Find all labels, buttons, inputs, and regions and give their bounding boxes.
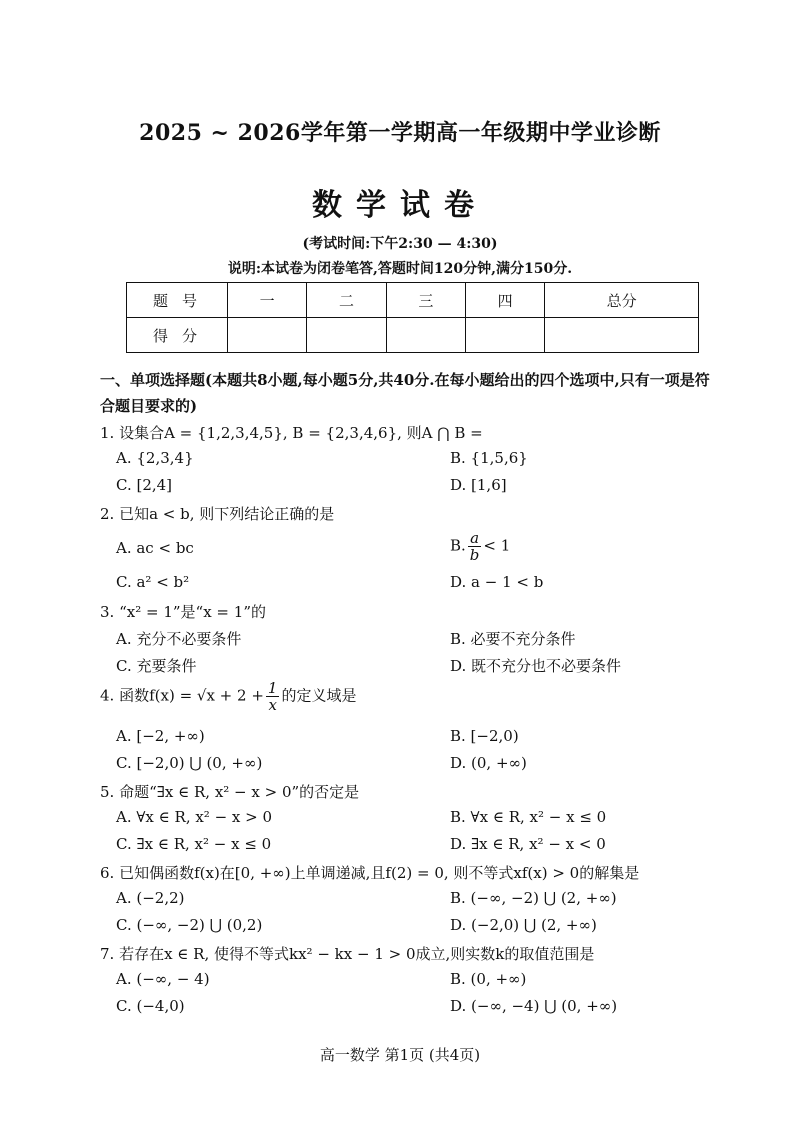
question-4-option-a: A. [−2, +∞) xyxy=(116,727,205,745)
question-1-option-d: D. [1,6] xyxy=(450,476,507,494)
question-7-stem: 7. 若存在x ∈ R, 使得不等式kx² − kx − 1 > 0成立,则实数k的取值范围是 xyxy=(100,945,595,963)
question-1-stem: 1. 设集合A = {1,2,3,4,5}, B = {2,3,4,6}, 则A ⋂ B = xyxy=(100,424,483,442)
question-1-option-c: C. [2,4] xyxy=(116,476,173,494)
question-4-option-d: D. (0, +∞) xyxy=(450,754,527,772)
question-1-option-a: A. {2,3,4} xyxy=(116,449,194,467)
score-cell-total: 总分 xyxy=(545,283,699,318)
question-3-option-c: C. 充要条件 xyxy=(116,657,197,675)
instructions: 说明:本试卷为闭卷笔答,答题时间120分钟,满分150分. xyxy=(227,261,573,277)
question-3-option-a: A. 充分不必要条件 xyxy=(116,630,242,648)
question-1-option-b: B. {1,5,6} xyxy=(450,449,528,467)
question-6-option-b: B. (−∞, −2) ⋃ (2, +∞) xyxy=(450,889,617,907)
option-b-prefix: B. xyxy=(450,536,466,555)
score-cell-part4: 四 xyxy=(465,283,544,318)
score-table xyxy=(126,282,699,353)
score-cell-part1: 一 xyxy=(228,283,307,318)
page-footer: 高一数学 第1页 (共4页) xyxy=(319,1046,481,1064)
subject-title: 数学试卷 xyxy=(312,188,488,223)
question-4-stem xyxy=(100,680,356,713)
exam-title: 2025 ~ 2026学年第一学期高一年级期中学业诊断 xyxy=(139,120,661,146)
score-input-part4[interactable] xyxy=(465,318,544,353)
question-5-option-d: D. ∃x ∈ R, x² − x < 0 xyxy=(450,835,606,853)
question-6-option-d: D. (−2,0) ⋃ (2, +∞) xyxy=(450,916,597,934)
score-input-part1[interactable] xyxy=(228,318,307,353)
score-cell-part3: 三 xyxy=(386,283,465,318)
question-6-stem: 6. 已知偶函数f(x)在[0, +∞)上单调递减,且f(2) = 0, 则不等式xf(x) > 0的解集是 xyxy=(100,864,640,882)
question-7-option-c: C. (−4,0) xyxy=(116,997,185,1015)
question-2-option-b xyxy=(450,530,510,563)
score-row-label: 得分 xyxy=(127,318,228,353)
fraction-numerator: 1 xyxy=(267,679,278,697)
exam-time: (考试时间:下午2:30 — 4:30) xyxy=(302,236,498,252)
score-table-header-row xyxy=(127,283,699,318)
question-2-stem: 2. 已知a < b, 则下列结论正确的是 xyxy=(100,505,335,523)
question-3-option-b: B. 必要不充分条件 xyxy=(450,630,576,648)
question-4-option-b: B. [−2,0) xyxy=(450,727,519,745)
question-7-option-b: B. (0, +∞) xyxy=(450,970,527,988)
score-input-part3[interactable] xyxy=(386,318,465,353)
question-2-option-a: A. ac < bc xyxy=(116,539,194,557)
fraction-denominator: b xyxy=(469,546,480,564)
score-cell-part2: 二 xyxy=(307,283,386,318)
fraction xyxy=(266,680,280,713)
score-table-score-row xyxy=(127,318,699,353)
question-5-option-b: B. ∀x ∈ R, x² − x ≤ 0 xyxy=(450,808,607,826)
question-5-option-a: A. ∀x ∈ R, x² − x > 0 xyxy=(116,808,273,826)
question-6-option-c: C. (−∞, −2) ⋃ (0,2) xyxy=(116,916,263,934)
question-4-stem-prefix: 4. 函数f(x) = √x + 2 + xyxy=(100,686,264,705)
question-5-option-c: C. ∃x ∈ R, x² − x ≤ 0 xyxy=(116,835,272,853)
option-b-suffix: < 1 xyxy=(483,536,511,555)
fraction xyxy=(468,530,482,563)
score-input-part2[interactable] xyxy=(307,318,386,353)
fraction-denominator: x xyxy=(268,696,277,714)
question-2-option-d: D. a − 1 < b xyxy=(450,573,544,591)
section-1-heading: 一、单项选择题(本题共8小题,每小题5分,共40分.在每小题给出的四个选项中,只有一项是符合题目要求的) xyxy=(100,371,710,415)
question-3-option-d: D. 既不充分也不必要条件 xyxy=(450,657,622,675)
question-2-option-c: C. a² < b² xyxy=(116,573,190,591)
fraction-numerator: a xyxy=(468,530,482,547)
question-7-option-a: A. (−∞, − 4) xyxy=(116,970,210,988)
score-cell-label: 题号 xyxy=(127,283,228,318)
question-6-option-a: A. (−2,2) xyxy=(116,889,185,907)
question-7-option-d: D. (−∞, −4) ⋃ (0, +∞) xyxy=(450,997,618,1015)
question-5-stem: 5. 命题“∃x ∈ R, x² − x > 0”的否定是 xyxy=(100,783,360,801)
question-4-option-c: C. [−2,0) ⋃ (0, +∞) xyxy=(116,754,263,772)
question-3-stem: 3. “x² = 1”是“x = 1”的 xyxy=(100,603,266,621)
score-input-total[interactable] xyxy=(545,318,699,353)
question-4-stem-suffix: 的定义域是 xyxy=(281,686,357,705)
